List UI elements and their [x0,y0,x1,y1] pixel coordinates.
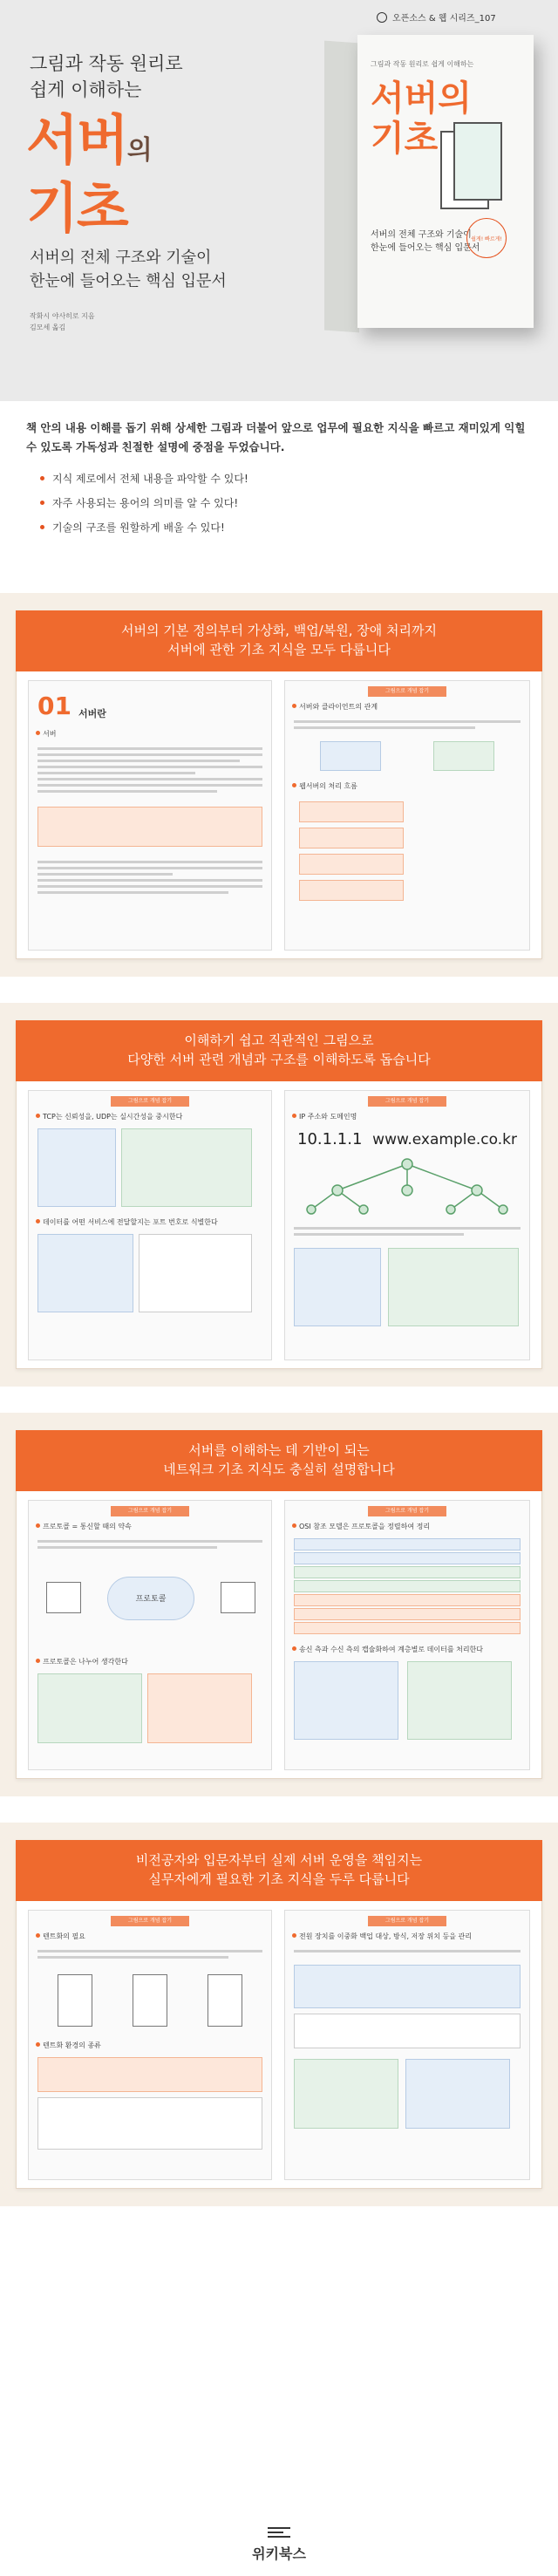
intro-lead: 책 안의 내용 이해를 돕기 위해 상세한 그림과 더불어 앞으로 업무에 필요한 지식을 빠르고 재미있게 익힐 수 있도록 가독성과 친절한 설명에 중점을 두었습니다. [26,421,526,453]
translator-line: 김모세 옮김 [30,324,66,331]
section1-line1: 서버의 기본 정의부터 가상화, 백업/복원, 장애 처리까지 [121,623,437,638]
flow-step [299,801,404,822]
sender-stack-diagram [294,1661,398,1740]
concept-tab: 그림으로 개념 잡기 [111,1916,189,1926]
page-heading: 데이터를 어떤 서비스에 전달할지는 포트 번호로 식별한다 [29,1212,271,1229]
tcp-diagram [37,1128,116,1207]
bullet-item: 지식 제로에서 전체 내용을 파악할 수 있다! [40,471,248,490]
hero-tagline-2: 한눈에 들어오는 핵심 입문서 [30,272,227,290]
series-label [377,10,496,24]
page-heading: 송신 측과 수신 측의 캡슐화하여 계층별로 데이터를 처리한다 [285,1639,529,1656]
client-diagram [320,741,381,771]
flow-step [299,854,404,875]
protocol-diagram [29,1556,271,1652]
section-ribbon-4 [16,1840,542,1901]
page-preview-1-left [28,680,272,951]
page-preview-4-left [28,1910,272,2180]
page-preview-1-right [284,680,530,951]
udp-diagram [121,1128,252,1207]
hero-tagline [30,246,227,293]
page-heading: 웹서버의 처리 흐름 [285,776,529,793]
section1-line2: 서버에 관한 기초 지식을 모두 다룹니다 [167,642,391,658]
dns-client-diagram [294,1248,381,1326]
logo-mark-icon [268,2527,290,2538]
section-ribbon-2 [16,1020,542,1081]
series-circle-icon [377,12,387,23]
book-tag-2: 한눈에 들어오는 핵심 입문서 [371,243,480,253]
book-cover-tagline [371,228,480,255]
page-heading: 서버와 클라이언트의 관계 [285,697,529,713]
page-heading: 프로토콜은 나누어 생각한다 [29,1652,271,1668]
series-text: 오픈소스 & 웹 시리즈_107 [392,14,496,24]
flow-step [299,828,404,848]
hero-title-1: 서버 [26,108,127,172]
hero-title-small: 의 [126,135,151,166]
hero-title-2: 기초 [26,176,127,240]
page-heading: 프로토콜 = 통신할 때의 약속 [29,1516,271,1533]
ip-example: 10.1.1.1 [297,1130,363,1148]
osi-table [285,1533,529,1639]
publisher-logo [0,2525,558,2563]
server-icon [58,1974,92,2027]
flow-step [299,880,404,901]
page-heading: 전원 장치를 이중화 백업 대상, 방식, 저장 위치 등을 관리 [285,1926,529,1943]
book-tag-1: 서버의 전체 구조와 기술이 [371,230,472,240]
comparison-table [37,2097,262,2150]
page-text-lines [29,740,271,800]
concept-tab: 그림으로 개념 잡기 [368,1096,446,1107]
book-badge: 쉽게! 빠르게! [466,218,507,258]
hero-subtitle-line1: 그림과 작동 원리로 [30,53,183,74]
layer-diagram [147,1673,252,1743]
page-preview-2-right [284,1090,530,1360]
backup-table [294,2014,521,2048]
section3-line2: 네트워크 기초 지식도 충실히 설명합니다 [163,1462,395,1477]
hero-subtitle [30,51,183,103]
section4-line1: 비전공자와 입문자부터 실제 서버 운영을 책임지는 [135,1852,423,1868]
page-preview-4-right [284,1910,530,2180]
bullet-item: 기술의 구조를 원할하게 배울 수 있다! [40,520,248,539]
concept-tab: 그림으로 개념 잡기 [111,1096,189,1107]
page-preview-3-left [28,1500,272,1770]
layer-diagram [37,1673,142,1743]
chapter-title: 서버란 [78,708,106,719]
dns-server-diagram [388,1248,519,1326]
page-heading: 텐트화의 필요 [29,1926,271,1943]
page-heading: TCP는 신뢰성을, UDP는 실시간성을 중시한다 [29,1107,271,1123]
intro-bullets [40,471,248,544]
page-heading: 서버 [29,724,271,740]
book-cover-top: 그림과 작동 원리로 쉽게 이해하는 [371,60,474,68]
port-table [139,1234,252,1312]
logo-text: 위키북스 [252,2545,306,2562]
bullet-item: 자주 사용되는 용어의 의미를 알 수 있다! [40,495,248,515]
dns-tree-diagram [285,1155,529,1216]
domain-example: www.example.co.kr [372,1130,517,1148]
computer-icon [46,1582,81,1613]
concept-tab: 그림으로 개념 잡기 [368,1916,446,1926]
page-heading: OSI 참조 모델은 프로토콜을 정렬하여 정리 [285,1516,529,1533]
book-spine [324,41,359,333]
highlight-box [37,2057,262,2092]
page-preview-2-left [28,1090,272,1360]
author-line: 작화시 야사히로 지음 [30,312,95,320]
page-preview-3-right [284,1500,530,1770]
section4-line2: 실무자에게 필요한 기초 지식을 두루 다룹니다 [148,1871,410,1887]
concept-tab: 그림으로 개념 잡기 [111,1506,189,1516]
book-title-1: 서버의 [371,78,472,119]
hero-tagline-1: 서버의 전체 구조와 기술이 [30,249,212,267]
hero-subtitle-line2: 쉽게 이해하는 [30,79,142,100]
section-ribbon-3 [16,1430,542,1491]
protocol-cloud: 프로토콜 [107,1577,194,1620]
backup-diagram [294,1965,521,2008]
section2-line1: 이해하기 쉽고 직관적인 그림으로 [184,1032,374,1048]
server-icon [208,1974,242,2027]
receiver-stack-diagram [407,1661,512,1740]
section3-line1: 서버를 이해하는 데 기반이 되는 [188,1442,370,1458]
section2-line2: 다양한 서버 관련 개념과 구조를 이해하도록 돕습니다 [127,1052,431,1067]
computer-icon [221,1582,255,1613]
book-title-2: 기초 [371,119,439,159]
page-heading: 텐트화 환경의 종류 [29,2035,271,2052]
server-icon [133,1974,167,2027]
storage-diagram [294,2059,398,2129]
port-diagram [37,1234,133,1312]
highlight-box [37,807,262,847]
hero-authors [30,310,95,333]
server-illustration-icon-2 [453,122,502,201]
chapter-number: 01 [37,692,71,720]
concept-tab: 그림으로 개념 잡기 [368,1506,446,1516]
section-ribbon-1 [16,610,542,671]
cloud-diagram [405,2059,510,2129]
page-heading: IP 주소와 도메인명 [285,1107,529,1123]
server-diagram [433,741,494,771]
hero-title [26,108,151,240]
concept-tab: 그림으로 개념 잡기 [368,686,446,697]
